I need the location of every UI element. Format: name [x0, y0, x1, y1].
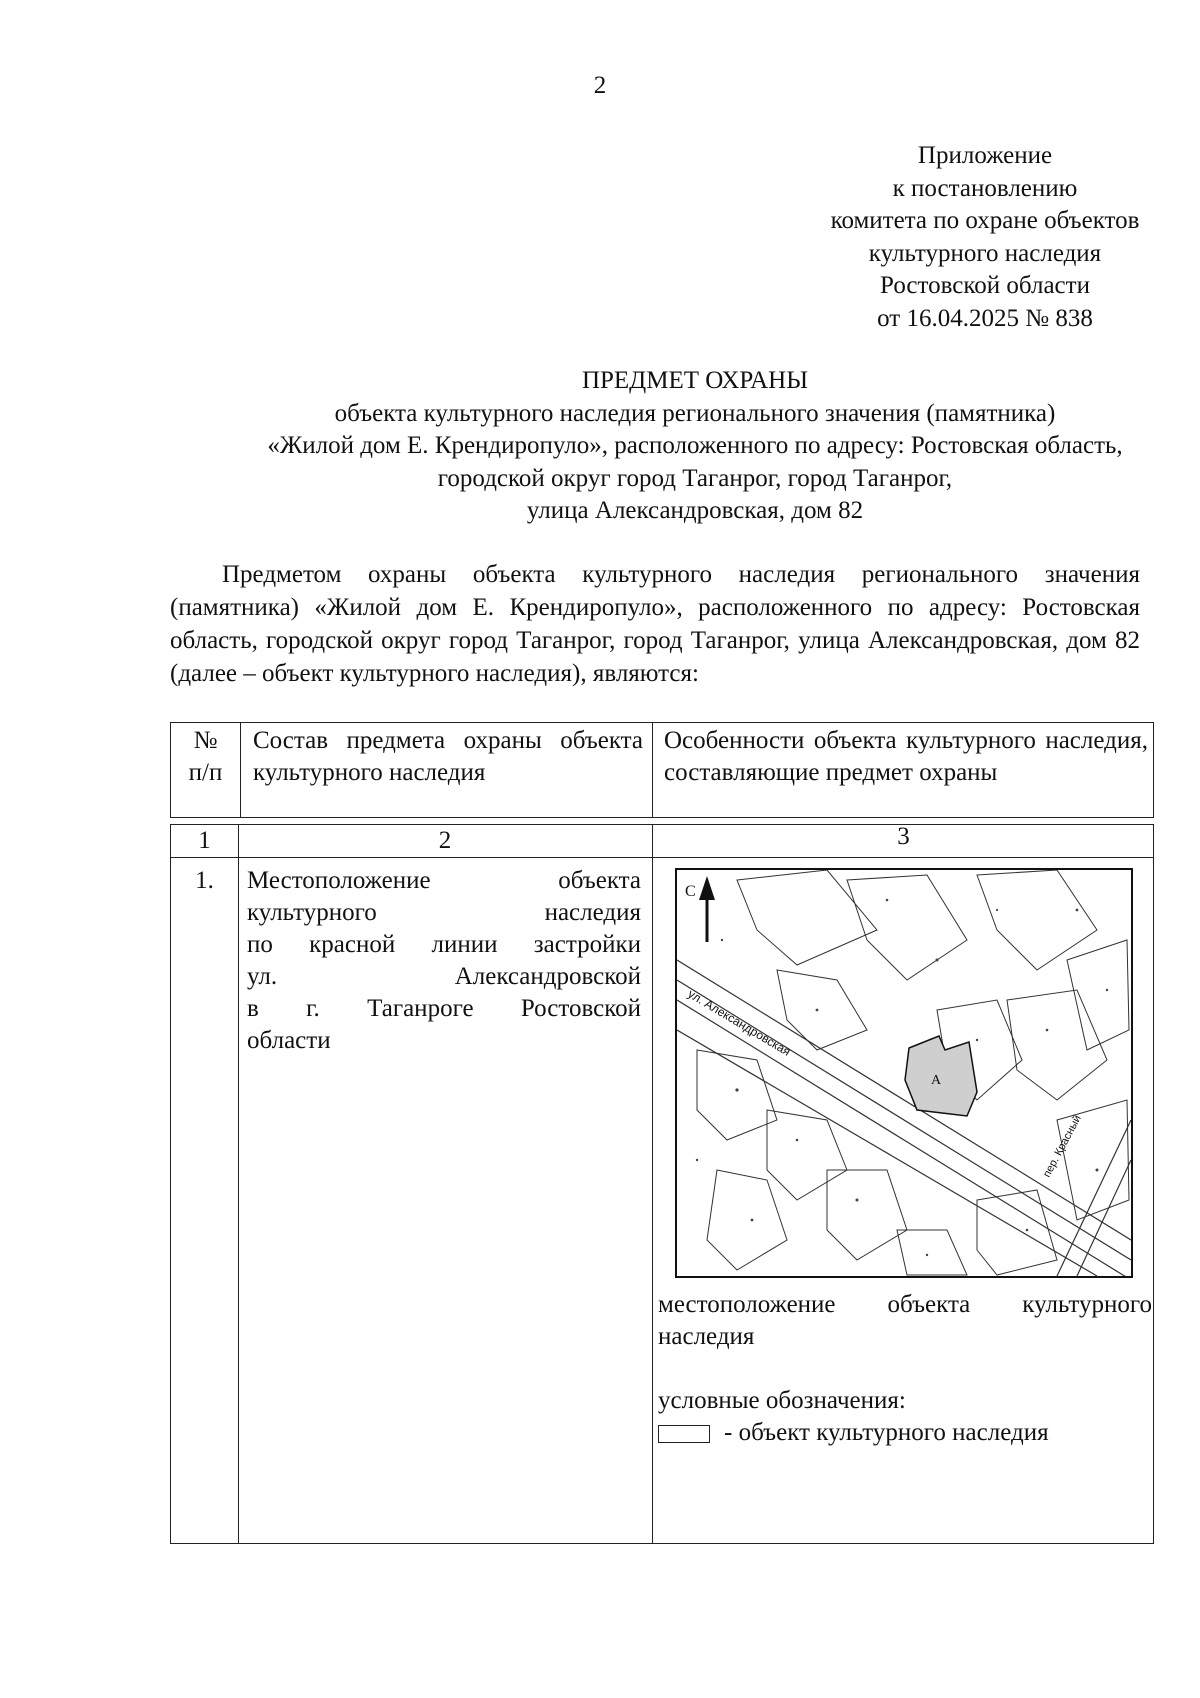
header-number-sign: №	[193, 727, 218, 754]
map-drawing	[677, 870, 1131, 1276]
appendix-line: Ростовской области	[880, 272, 1090, 299]
appendix-line: Приложение	[917, 142, 1053, 169]
title-line: объекта культурного наследия регионального значения (памятника)	[334, 399, 1056, 427]
title-line: улица Александровская, дом 82	[526, 497, 864, 524]
title-line: «Жилой дом Е. Крендиропуло», расположенного по адресу: Ростовская область,	[267, 432, 1123, 459]
description-line: культурного наследия	[247, 899, 641, 926]
description-line: по красной линии застройки	[247, 931, 641, 958]
heritage-object-label: A	[931, 1073, 942, 1088]
north-label: С	[685, 883, 696, 900]
description-line: области	[247, 1027, 331, 1054]
appendix-line: к постановлению	[892, 174, 1078, 202]
appendix-line: культурного наследия	[868, 239, 1102, 267]
column-number-1: 1	[198, 827, 211, 854]
location-map	[675, 868, 1133, 1278]
column-number-3: 3	[897, 823, 910, 850]
intro-paragraph: Предметом охраны объекта культурного наследия регионального значения (памятника) «Жилой дом Е. Крендиропуло», расположенного по адресу: Ростовская область, городской округ город Таганрог, город Таганрог, улица Александровская, дом 82 (далее – объект культурного наследия), являются:	[170, 561, 1140, 687]
header-composition: Состав предмета охраны объекта культурного наследия	[253, 727, 643, 786]
legend-item	[658, 1417, 1152, 1449]
document-title	[140, 365, 1200, 528]
appendix-block	[780, 140, 1190, 335]
title-heading: ПРЕДМЕТ ОХРАНЫ	[581, 367, 809, 394]
lane-label: пер. Красный	[1041, 1113, 1084, 1180]
header-features: Особенности объекта культурного наследия, составляющие предмет охраны	[664, 727, 1148, 786]
north-arrow-icon	[699, 876, 715, 942]
column-number-2: 2	[438, 827, 452, 854]
appendix-line: комитета по охране объектов	[830, 207, 1140, 234]
street-label: ул. Александровская	[685, 986, 793, 1059]
legend-title: условные обозначения:	[658, 1387, 906, 1414]
appendix-line: от 16.04.2025 № 838	[877, 304, 1093, 332]
description-line: ул. Александровской	[247, 963, 641, 990]
header-table	[170, 722, 1154, 818]
row-number: 1.	[195, 867, 214, 894]
header-number-cell	[171, 725, 240, 789]
description-line: Местоположение объекта	[247, 867, 641, 894]
title-line: городской округ город Таганрог, город Таганрог,	[437, 464, 953, 492]
legend-swatch	[658, 1425, 710, 1443]
description-line: в г. Таганроге Ростовской	[247, 995, 641, 1022]
header-number-label: п/п	[188, 759, 223, 786]
row-description	[247, 865, 641, 1057]
legend-item-text: - объект культурного наследия	[724, 1419, 1049, 1446]
map-caption: местоположение объекта культурного наследия	[658, 1291, 1152, 1350]
page-number: 2	[593, 72, 607, 99]
